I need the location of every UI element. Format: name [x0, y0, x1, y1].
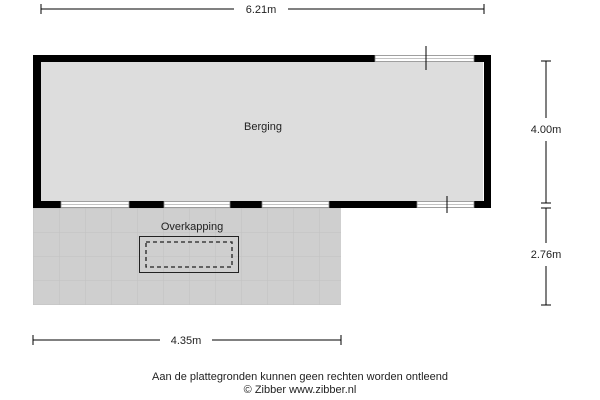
dimension-bottom-label: 4.35m — [170, 335, 202, 347]
wall-bottom-5 — [474, 201, 491, 208]
wall-bottom-3 — [230, 201, 262, 208]
wall-bottom-2 — [129, 201, 164, 208]
wall-bottom-4 — [329, 201, 417, 208]
wall-top-left — [33, 55, 375, 62]
wall-left — [33, 55, 41, 207]
wall-right — [484, 55, 491, 208]
dimension-top-label: 6.21m — [245, 4, 277, 16]
room-label-storage: Berging — [244, 121, 282, 133]
dimension-right-upper-label: 4.00m — [530, 124, 562, 136]
dimension-right-lower-label: 2.76m — [530, 249, 562, 261]
room-label-canopy: Overkapping — [160, 221, 224, 233]
disclaimer-text: Aan de plattegronden kunnen geen rechten worden ontleend — [151, 371, 448, 383]
dimension-right — [541, 61, 551, 305]
wall-bottom-1 — [33, 201, 61, 208]
copyright-text: © Zibber www.zibber.nl — [243, 384, 357, 396]
